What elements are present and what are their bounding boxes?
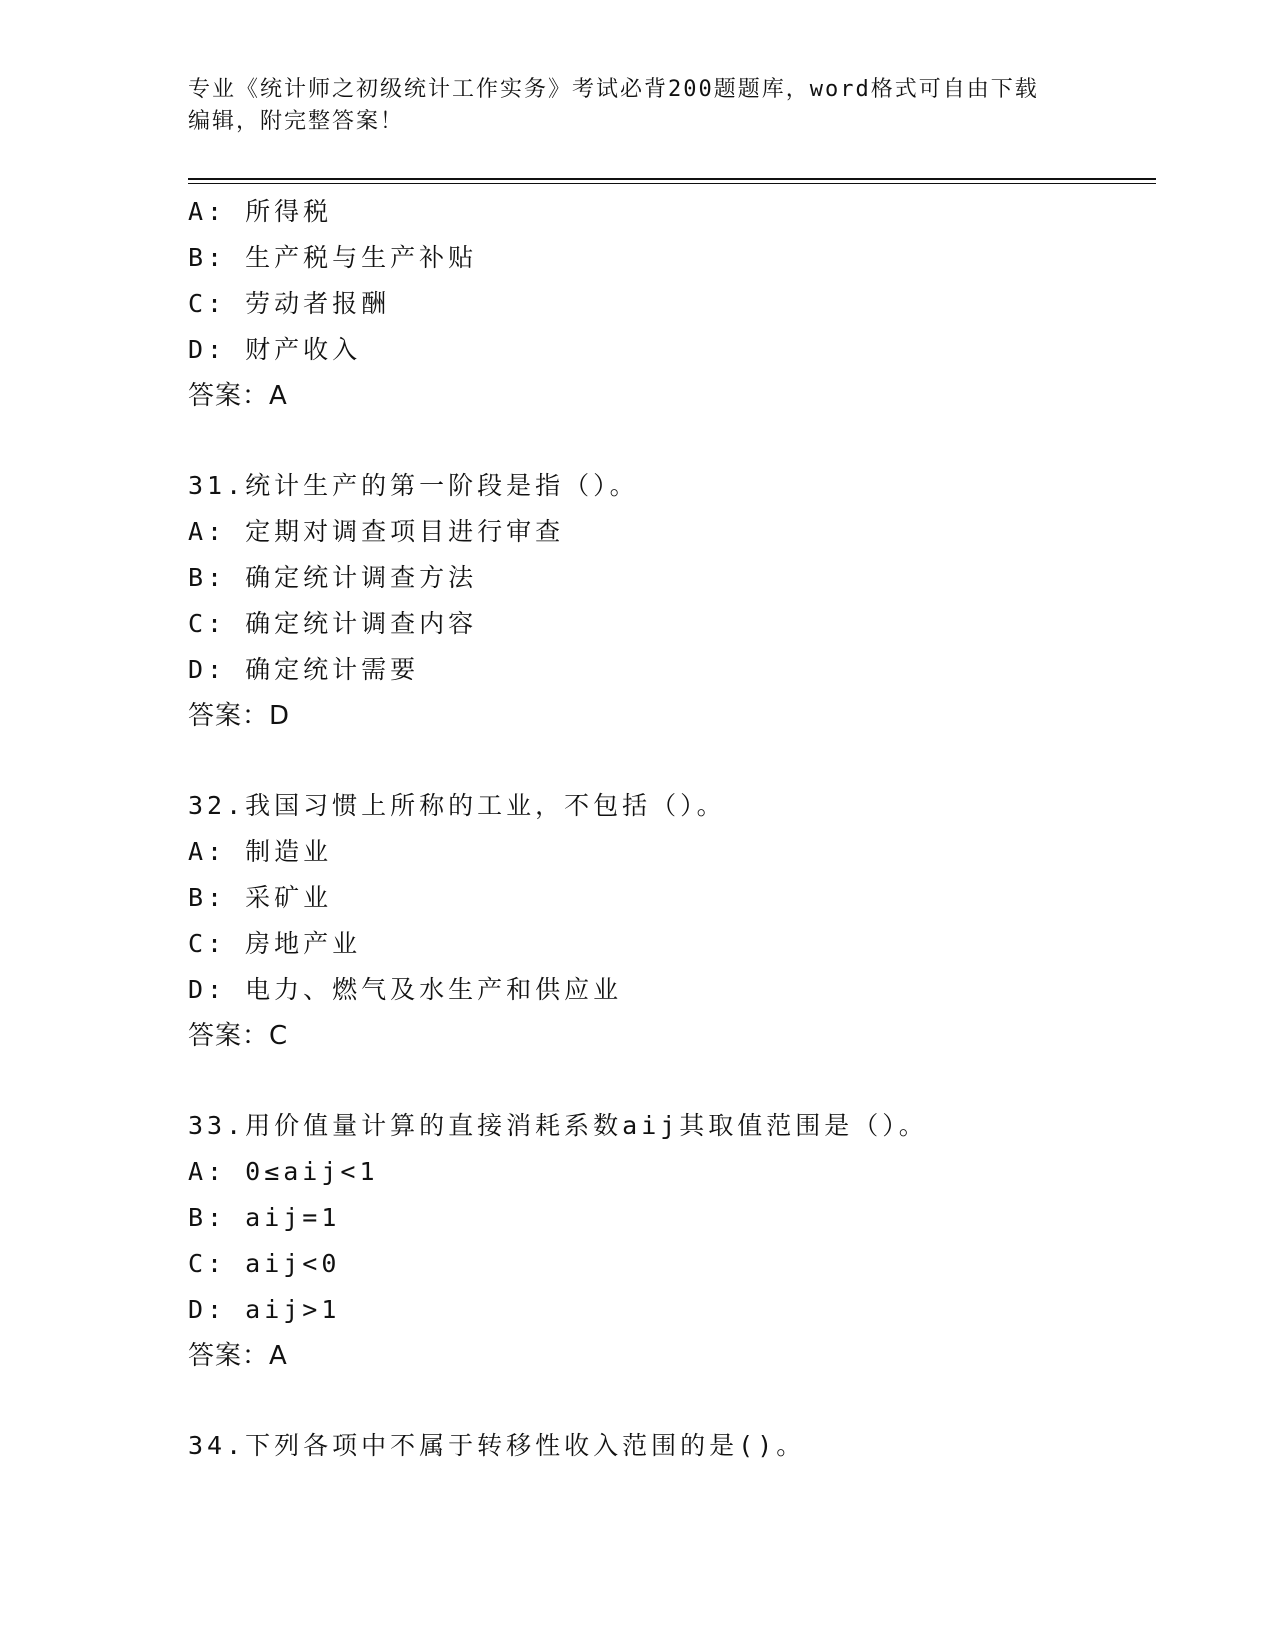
- question-text: 32.我国习惯上所称的工业，不包括（）。: [188, 791, 726, 820]
- question-text: 31.统计生产的第一阶段是指（）。: [188, 471, 639, 500]
- option-c: C: 房地产业: [188, 929, 362, 958]
- option-a: A: 0≤aij<1: [188, 1157, 379, 1186]
- question-block: [188, 189, 1156, 419]
- header-line-1: 专业《统计师之初级统计工作实务》考试必背200题题库，word格式可自由下载: [188, 77, 1039, 102]
- header-line-2: 编辑，附完整答案！: [188, 109, 405, 134]
- question-block: [188, 1423, 1156, 1469]
- option-d: D: aij>1: [188, 1295, 341, 1324]
- question-block: [188, 1103, 1156, 1379]
- option-b: B: 采矿业: [188, 883, 333, 912]
- option-a: A: 定期对调查项目进行审查: [188, 517, 565, 546]
- answer-line: 答案：A: [188, 1341, 288, 1371]
- option-d: D: 确定统计需要: [188, 655, 420, 684]
- header-divider-thick: [188, 178, 1156, 180]
- question-text: 34.下列各项中不属于转移性收入范围的是()。: [188, 1431, 806, 1460]
- option-a: A: 制造业: [188, 837, 333, 866]
- question-block: [188, 463, 1156, 739]
- question-block: [188, 783, 1156, 1059]
- answer-line: 答案：C: [188, 1021, 289, 1051]
- document-header: [188, 74, 1068, 138]
- option-c: C: aij<0: [188, 1249, 341, 1278]
- option-c: C: 确定统计调查内容: [188, 609, 478, 638]
- option-c: C: 劳动者报酬: [188, 289, 391, 318]
- header-divider-thin: [188, 183, 1156, 184]
- option-b: B: 确定统计调查方法: [188, 563, 478, 592]
- option-b: B: aij=1: [188, 1203, 341, 1232]
- answer-line: 答案：A: [188, 381, 288, 411]
- option-b: B: 生产税与生产补贴: [188, 243, 478, 272]
- option-d: D: 电力、燃气及水生产和供应业: [188, 975, 623, 1004]
- answer-line: 答案：D: [188, 701, 291, 731]
- question-text: 33.用价值量计算的直接消耗系数aij其取值范围是（）。: [188, 1111, 928, 1140]
- option-a: A: 所得税: [188, 197, 333, 226]
- question-list: [188, 189, 1156, 1469]
- option-d: D: 财产收入: [188, 335, 362, 364]
